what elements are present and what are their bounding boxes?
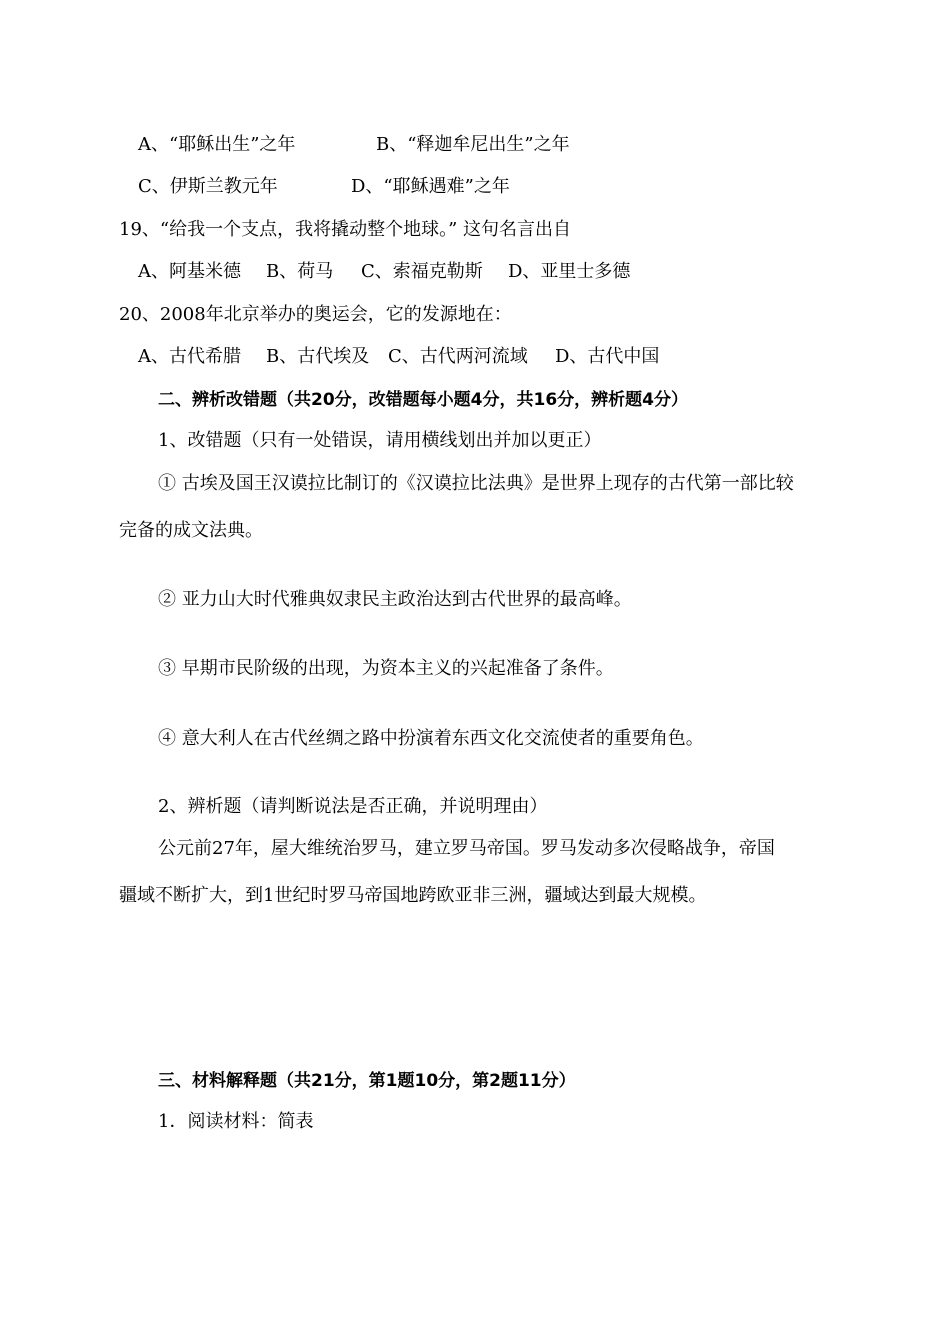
section-2-part-1-title: 1、改错题（只有一处错误，请用横线划出并加以更正）: [158, 430, 602, 451]
q20-stem: 20、2008年北京举办的奥运会，它的发源地在：: [119, 304, 512, 325]
correction-item-3: ③ 早期市民阶级的出现，为资本主义的兴起准备了条件。: [158, 658, 614, 679]
q19-stem: 19、“给我一个支点，我将撬动整个地球。” 这句名言出自: [119, 219, 572, 240]
q20-option-d: D、古代中国: [555, 346, 660, 367]
correction-item-2: ② 亚力山大时代雅典奴隶民主政治达到古代世界的最高峰。: [158, 589, 632, 610]
section-3-title: 三、材料解释题（共21分，第1题10分，第2题11分）: [158, 1071, 576, 1091]
correction-item-1-line-1: ① 古埃及国王汉谟拉比制订的《汉谟拉比法典》是世界上现存的古代第一部比较: [158, 473, 794, 494]
q18-option-c: C、伊斯兰教元年: [138, 176, 278, 197]
q18-option-d: D、“耶稣遇难”之年: [351, 176, 510, 197]
q20-option-b: B、古代埃及: [266, 346, 370, 367]
section-2-part-2-title: 2、辨析题（请判断说法是否正确，并说明理由）: [158, 796, 548, 817]
analysis-statement-line-1: 公元前27年，屋大维统治罗马，建立罗马帝国。罗马发动多次侵略战争，帝国: [158, 838, 775, 859]
correction-item-4: ④ 意大利人在古代丝绸之路中扮演着东西文化交流使者的重要角色。: [158, 728, 704, 749]
analysis-statement-line-2: 疆域不断扩大，到1世纪时罗马帝国地跨欧亚非三洲，疆域达到最大规模。: [119, 885, 707, 906]
section-2-title: 二、辨析改错题（共20分，改错题每小题4分，共16分，辨析题4分）: [158, 390, 688, 410]
section-3-question-1-title: 1．阅读材料：简表: [158, 1111, 314, 1132]
q20-option-c: C、古代两河流域: [388, 346, 528, 367]
correction-item-1-line-2: 完备的成文法典。: [119, 520, 263, 541]
q20-option-a: A、古代希腊: [138, 346, 241, 367]
q19-option-b: B、荷马: [266, 261, 334, 282]
q19-option-c: C、索福克勒斯: [361, 261, 483, 282]
q18-option-a: A、“耶稣出生”之年: [138, 134, 296, 155]
q18-option-b: B、“释迦牟尼出生”之年: [376, 134, 570, 155]
q19-option-a: A、阿基米德: [138, 261, 241, 282]
q19-option-d: D、亚里士多德: [508, 261, 631, 282]
